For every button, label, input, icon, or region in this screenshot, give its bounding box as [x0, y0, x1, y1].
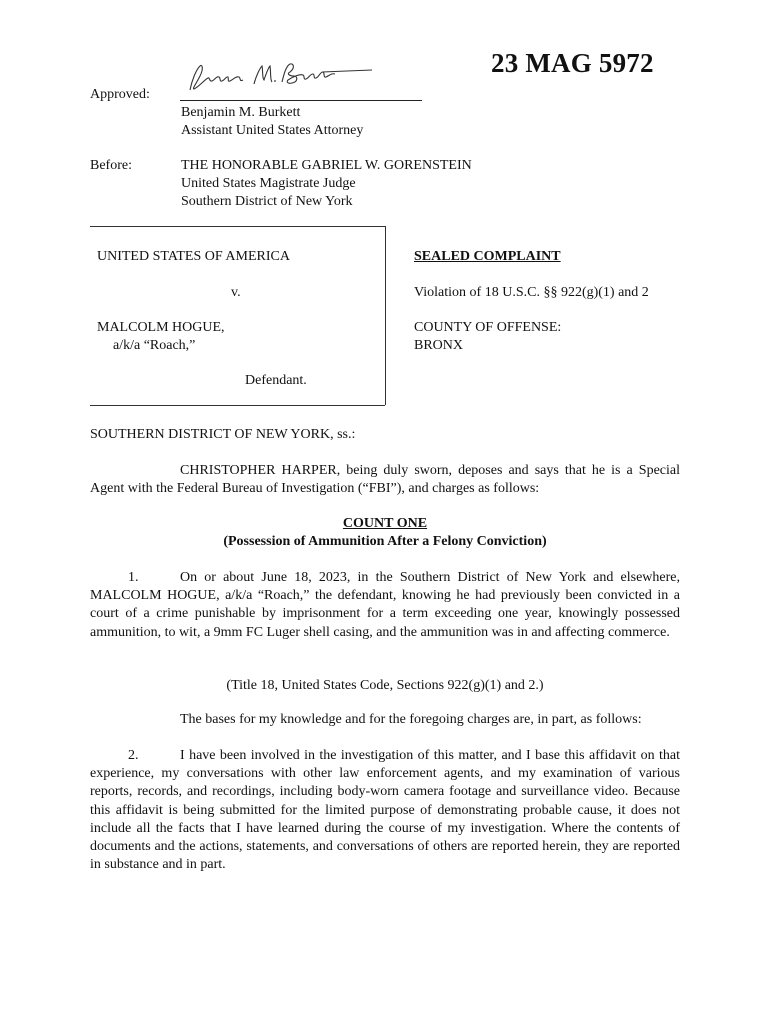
- count-title: COUNT ONE: [342, 516, 428, 531]
- caption-bottom-rule: [90, 405, 385, 406]
- paragraph-2-number: 2.: [128, 748, 139, 763]
- venue-line: SOUTHERN DISTRICT OF NEW YORK, ss.:: [90, 427, 356, 442]
- statute-citation: (Title 18, United States Code, Sections 922(g)(1) and 2.): [226, 678, 544, 693]
- case-number: 23 MAG 5972: [491, 48, 654, 78]
- signature-image: [182, 56, 382, 100]
- paragraph-2: [90, 747, 680, 874]
- caption-defendant-name: MALCOLM HOGUE,: [97, 320, 225, 335]
- paragraph-1-number: 1.: [128, 570, 139, 585]
- caption-plaintiff: UNITED STATES OF AMERICA: [97, 249, 290, 264]
- violation-cite: Violation of 18 U.S.C. §§ 922(g)(1) and 2: [414, 285, 649, 300]
- complaint-title: SEALED COMPLAINT: [414, 249, 561, 264]
- count-subtitle: (Possession of Ammunition After a Felony Conviction): [223, 534, 547, 549]
- signature-line: [180, 100, 422, 101]
- caption-versus: v.: [231, 285, 241, 300]
- judge-title: United States Magistrate Judge: [181, 176, 356, 191]
- paragraph-1: [90, 569, 680, 642]
- intro-paragraph: [90, 462, 680, 498]
- judge-district: Southern District of New York: [181, 194, 353, 209]
- before-label: Before:: [90, 158, 132, 173]
- caption-defendant-aka: a/k/a “Roach,”: [113, 338, 196, 353]
- approver-title: Assistant United States Attorney: [181, 123, 364, 138]
- paragraph-2-text: I have been involved in the investigation of this matter, and I base this affidavit on that experience, my conversations with other law enforcement agents, and my examination of various reports, records, and recordings, including body-worn camera footage and surveillance video. Because this affidavit is being submitted for the limited purpose of demonstrating probable cause, it does not include all the facts that I have learned during the course of my investigation. Where the contents of documents and the actions, statements, and conversations of others are reported herein, they are reported in substance and in part.: [90, 748, 680, 873]
- bases-text: The bases for my knowledge and for the foregoing charges are, in part, as follows:: [180, 712, 642, 727]
- paragraph-1-text: On or about June 18, 2023, in the Southern District of New York and elsewhere, MALCOLM HOGUE, a/k/a “Roach,” the defendant, knowing he had previously been convicted in a court of a crime punishable by imprisonment for a term exceeding one year, knowingly possessed ammunition, to wit, a 9mm FC Luger shell casing, and the ammunition was in and affecting commerce.: [90, 570, 680, 640]
- caption-defendant-label: Defendant.: [245, 373, 307, 388]
- judge-name: THE HONORABLE GABRIEL W. GORENSTEIN: [181, 158, 472, 173]
- approver-name: Benjamin M. Burkett: [181, 105, 301, 120]
- approved-label: Approved:: [90, 87, 150, 102]
- intro-text: CHRISTOPHER HARPER, being duly sworn, deposes and says that he is a Special Agent with the Federal Bureau of Investigation (“FBI”), and charges as follows:: [90, 463, 680, 497]
- caption-right-rule: [385, 226, 386, 405]
- bases-paragraph: [90, 711, 680, 729]
- county-label: COUNTY OF OFFENSE:: [414, 320, 562, 335]
- county-value: BRONX: [414, 338, 464, 353]
- caption-top-rule: [90, 226, 385, 227]
